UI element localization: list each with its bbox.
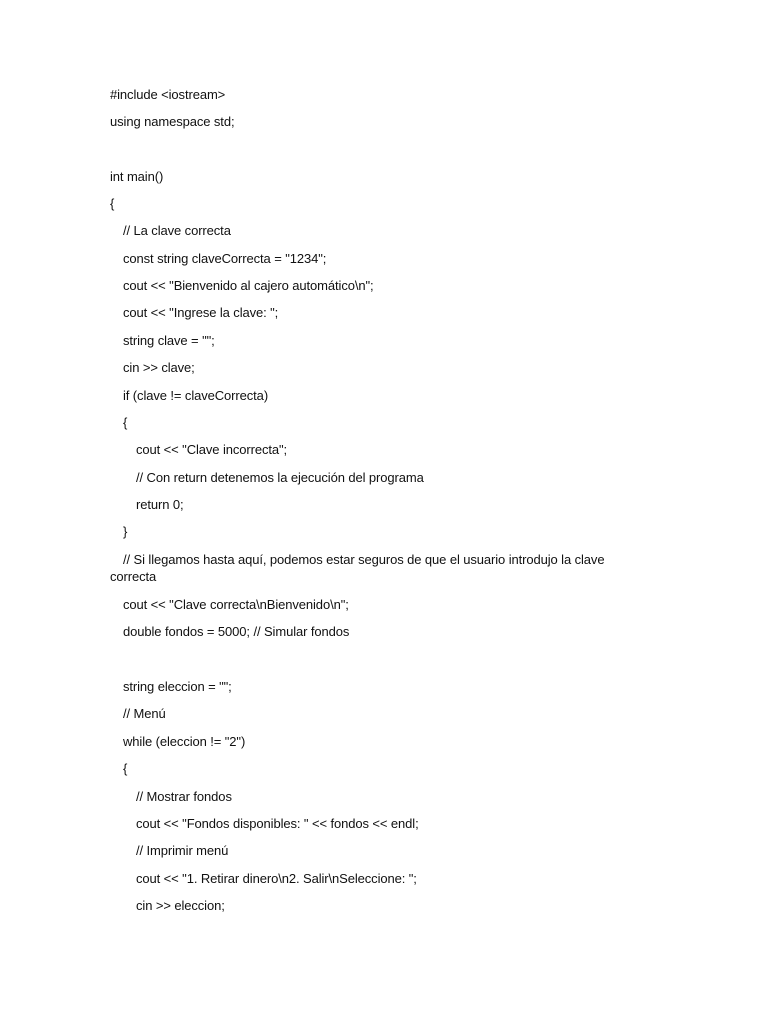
- code-line: while (eleccion != "2"): [123, 734, 246, 749]
- code-line: cout << "Fondos disponibles: " << fondos << endl;: [136, 816, 419, 831]
- code-line: double fondos = 5000; // Simular fondos: [123, 624, 350, 639]
- code-line: cin >> clave;: [123, 360, 195, 375]
- code-line: }: [123, 524, 128, 539]
- code-line: // Si llegamos hasta aquí, podemos estar seguros de que el usuario introdujo la clave correcta: [110, 552, 608, 584]
- code-line: int main(): [110, 169, 164, 184]
- code-line: {: [110, 196, 115, 211]
- code-line: string eleccion = "";: [123, 679, 232, 694]
- code-line: string clave = "";: [123, 333, 215, 348]
- code-line: // La clave correcta: [123, 223, 231, 238]
- code-line: // Imprimir menú: [136, 843, 229, 858]
- code-line: cout << "Bienvenido al cajero automático\n";: [123, 278, 374, 293]
- code-line: // Mostrar fondos: [136, 789, 232, 804]
- code-line: // Con return detenemos la ejecución del programa: [136, 470, 424, 485]
- code-line: cout << "Clave incorrecta";: [136, 442, 288, 457]
- code-line: cin >> eleccion;: [136, 898, 225, 913]
- code-line: const string claveCorrecta = "1234";: [123, 251, 327, 266]
- code-line: if (clave != claveCorrecta): [123, 388, 269, 403]
- code-line: {: [123, 761, 128, 776]
- code-line: cout << "Ingrese la clave: ";: [123, 305, 279, 320]
- code-line: {: [123, 415, 128, 430]
- code-line: return 0;: [136, 497, 184, 512]
- code-line: cout << "Clave correcta\nBienvenido\n";: [123, 597, 349, 612]
- code-line: #include <iostream>: [110, 87, 226, 102]
- code-line: cout << "1. Retirar dinero\n2. Salir\nSeleccione: ";: [136, 871, 417, 886]
- code-line: using namespace std;: [110, 114, 235, 129]
- code-line: // Menú: [123, 706, 166, 721]
